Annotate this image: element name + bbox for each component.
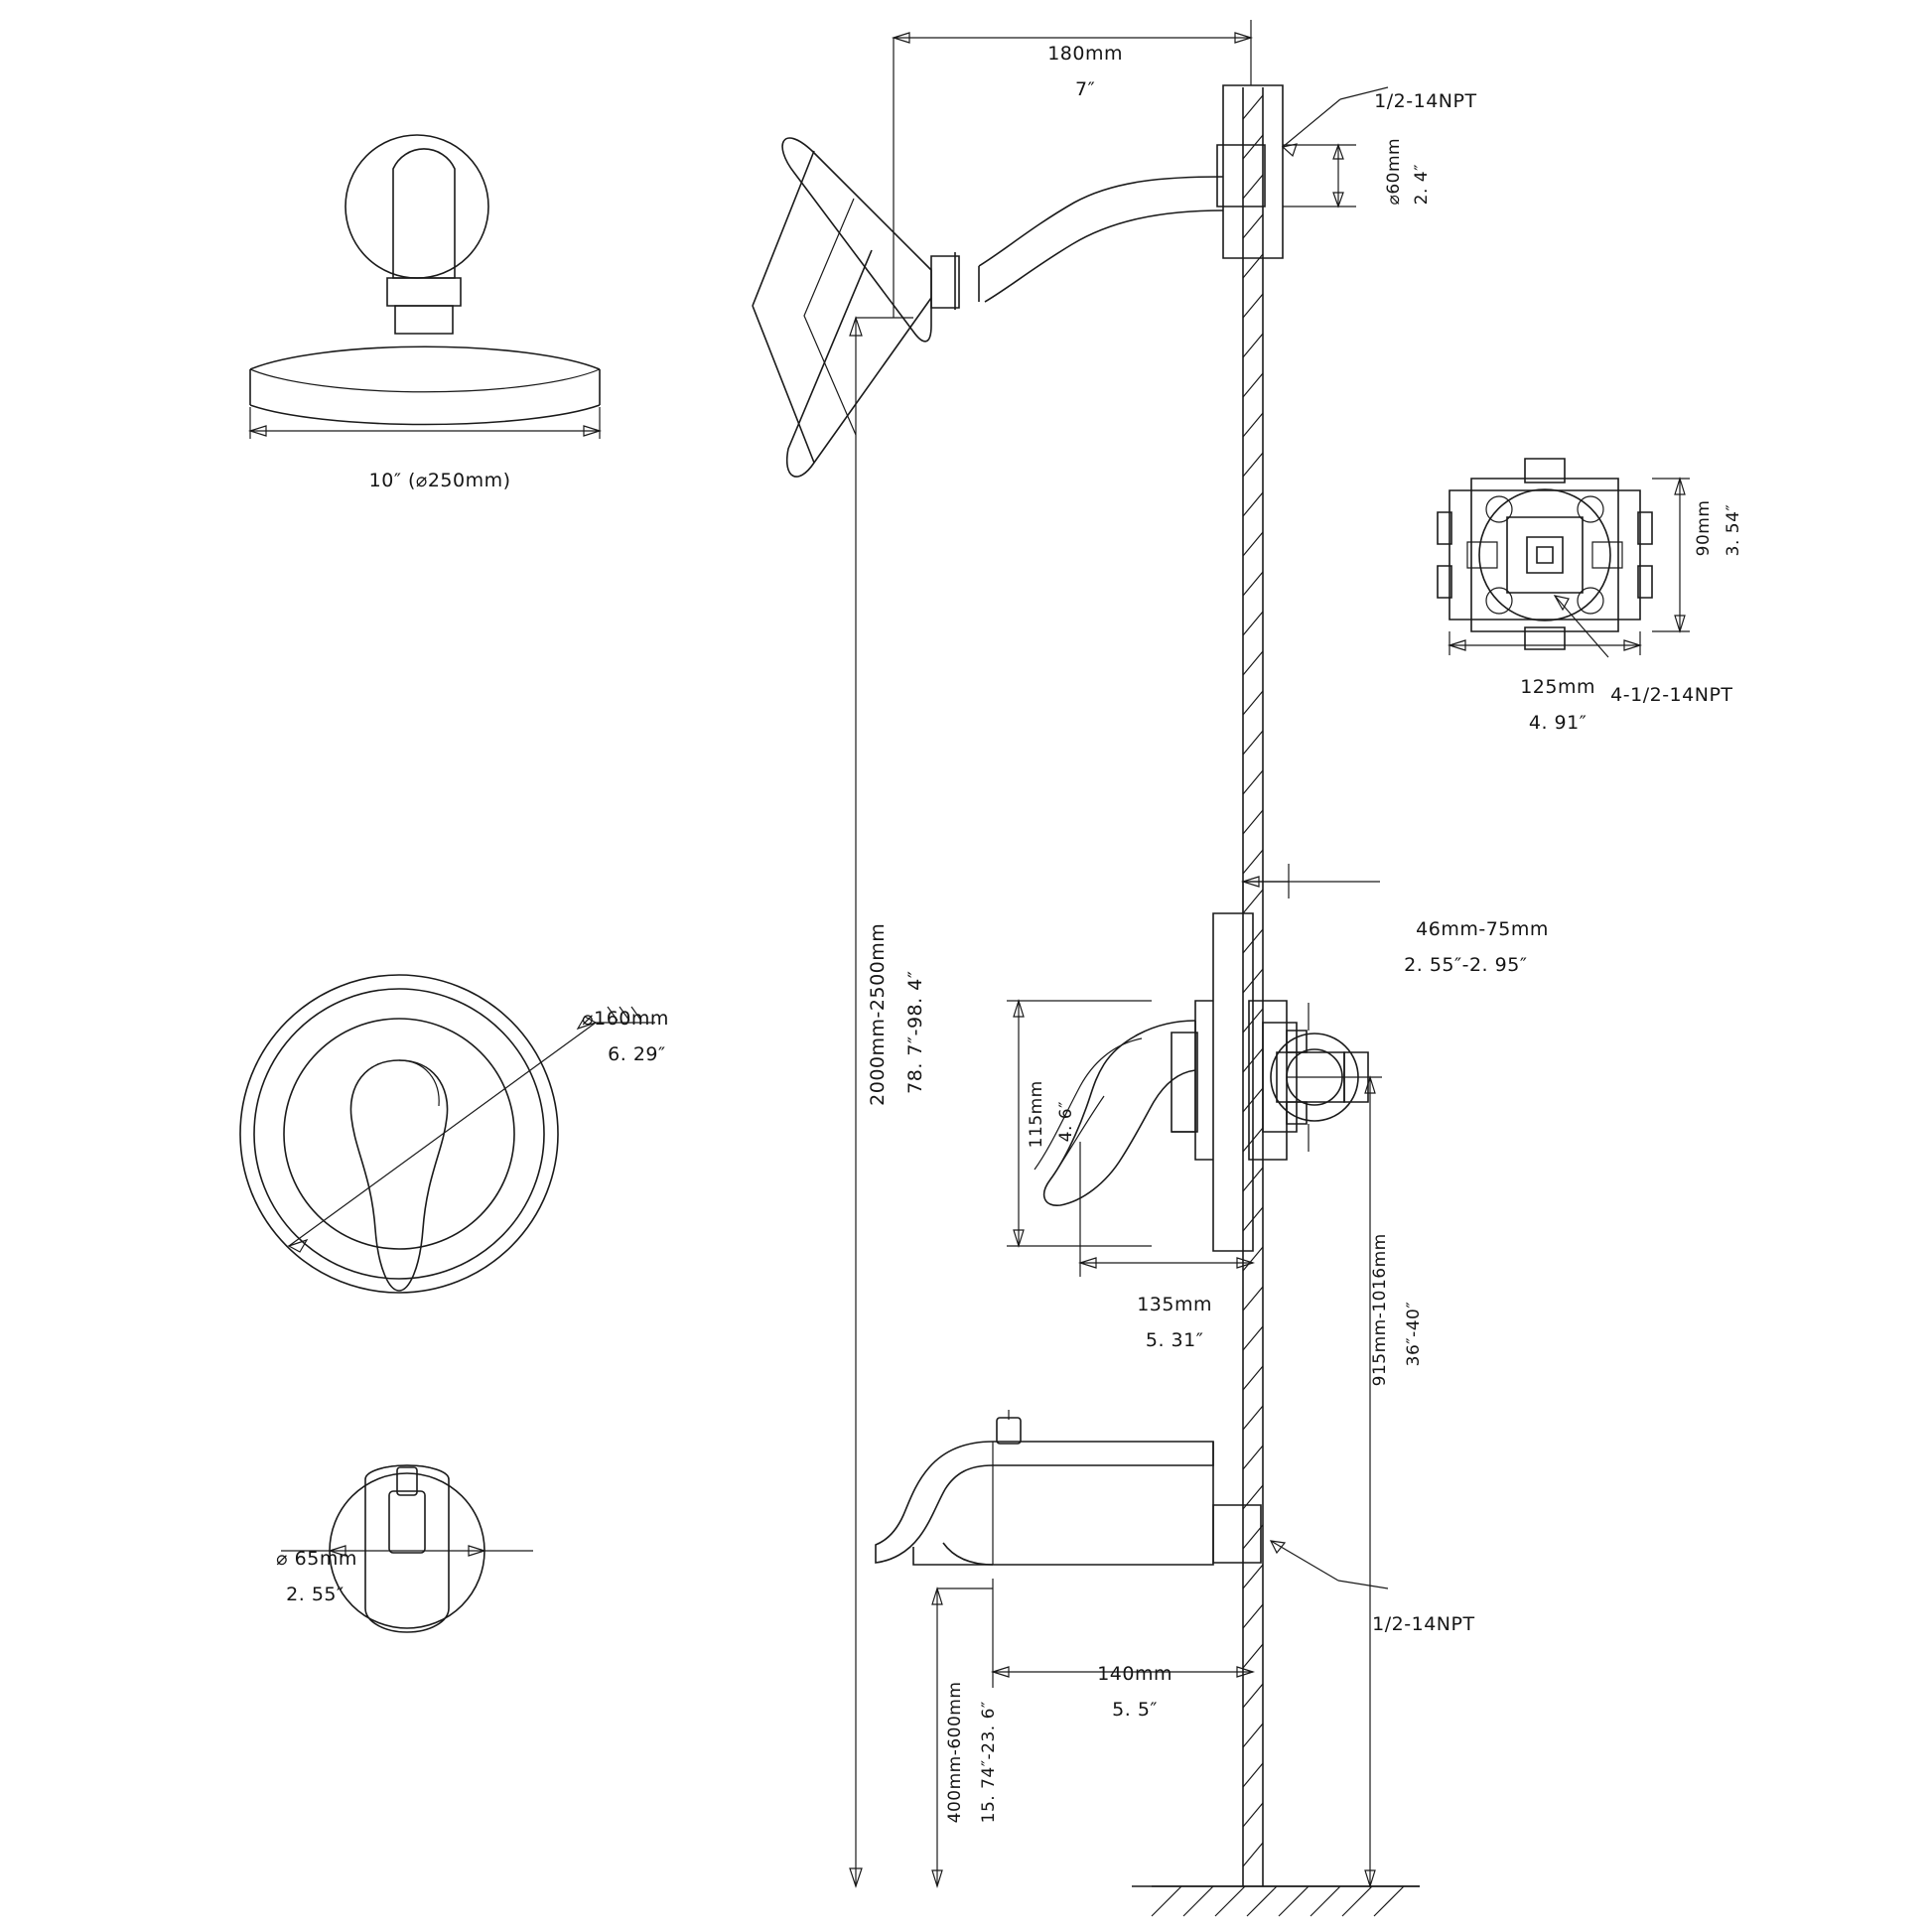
arm-inlet-thread-label: 1/2-14NPT bbox=[1374, 90, 1477, 113]
valve-floor-height-label-mm: 915mm-1016mm bbox=[1369, 1233, 1390, 1387]
showerhead-height-label-mm: 2000mm-2500mm bbox=[867, 922, 890, 1106]
rough-in-height-label-inch: 3. 54″ bbox=[1723, 503, 1743, 557]
flange-diameter-label-mm: ⌀60mm bbox=[1383, 137, 1404, 206]
arm-length-label-inch: 7″ bbox=[1074, 78, 1096, 101]
handle-height-label-mm: 115mm bbox=[1026, 1080, 1046, 1149]
rough-in-height-label-mm: 90mm bbox=[1693, 499, 1714, 557]
handle-height-label-inch: 4. 6″ bbox=[1055, 1101, 1076, 1143]
rough-in-valve-geometry bbox=[1438, 459, 1690, 657]
tub-spout-diameter-label-inch: 2. 55″ bbox=[286, 1584, 345, 1606]
showerhead-height-label-inch: 78. 7″-98. 4″ bbox=[904, 970, 927, 1094]
flange-diameter-label-inch: 2. 4″ bbox=[1411, 164, 1432, 206]
spout-floor-height-label-mm: 400mm-600mm bbox=[944, 1681, 965, 1824]
tub-spout-diameter-label-mm: ⌀ 65mm bbox=[276, 1548, 357, 1571]
trim-width-label-inch: 5. 31″ bbox=[1145, 1329, 1204, 1352]
trim-width-label-mm: 135mm bbox=[1137, 1294, 1212, 1316]
arm-length-label-mm: 180mm bbox=[1047, 43, 1123, 66]
rough-in-port-thread-label: 4-1/2-14NPT bbox=[1610, 684, 1733, 707]
spout-floor-height-label-inch: 15. 74″-23. 6″ bbox=[978, 1701, 999, 1824]
rough-in-width-label-inch: 4. 91″ bbox=[1528, 712, 1587, 735]
floor-hatch bbox=[1152, 1886, 1404, 1916]
trim-plate-diameter-label-mm: ⌀160mm bbox=[582, 1008, 669, 1031]
showerhead-side-view-geometry bbox=[250, 135, 600, 439]
valve-floor-height-label-inch: 36″-40″ bbox=[1403, 1301, 1424, 1367]
spout-projection-label-mm: 140mm bbox=[1097, 1663, 1173, 1686]
spout-projection-label-inch: 5. 5″ bbox=[1112, 1699, 1159, 1722]
rough-in-width-label-mm: 125mm bbox=[1520, 676, 1595, 699]
spout-inlet-thread-label: 1/2-14NPT bbox=[1372, 1613, 1475, 1636]
trim-plate-diameter-label-inch: 6. 29″ bbox=[608, 1043, 666, 1066]
valve-depth-label-inch: 2. 55″-2. 95″ bbox=[1404, 954, 1528, 977]
showerhead-diameter-label: 10″ (⌀250mm) bbox=[368, 470, 511, 492]
valve-depth-label-mm: 46mm-75mm bbox=[1416, 918, 1549, 941]
